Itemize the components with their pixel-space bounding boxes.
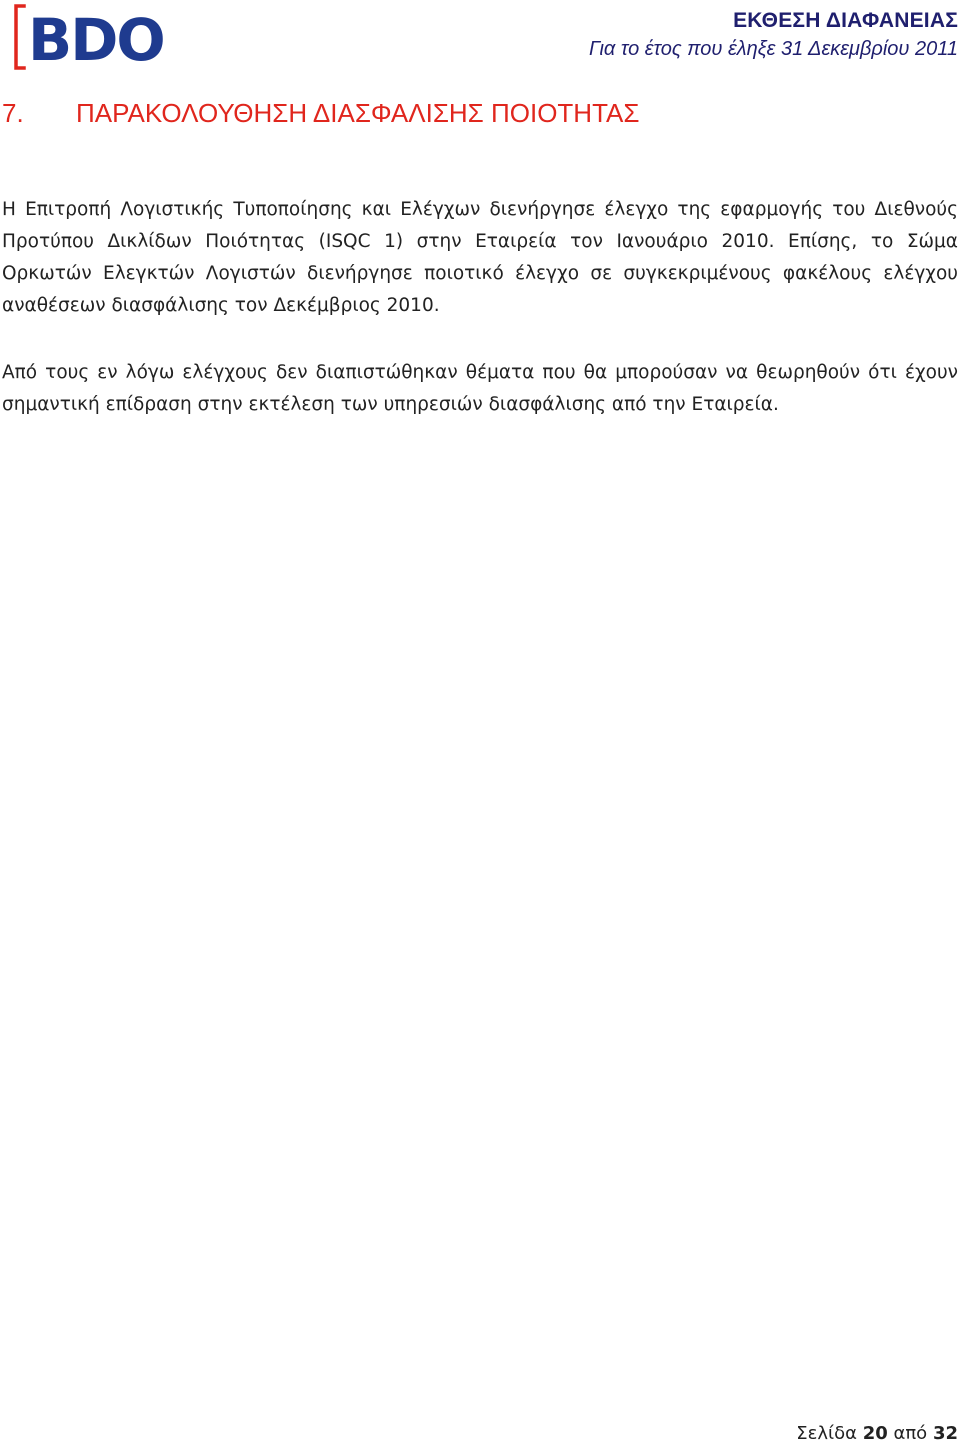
section-heading: [2, 98, 639, 129]
report-period: Για το έτος που έληξε 31 Δεκεμβρίου 2011: [589, 38, 958, 60]
section-number: 7.: [2, 98, 24, 128]
body-paragraph-2: Από τους εν λόγω ελέγχους δεν διαπιστώθηκαν θέματα που θα μπορούσαν να θεωρηθούν ότι έχουν σημαντική επίδραση στην εκτέλεση των υπηρεσιών διασφάλισης από την Εταιρεία.: [2, 362, 958, 415]
document-header: [589, 8, 958, 62]
report-title: ΕΚΘΕΣΗ ΔΙΑΦΑΝΕΙΑΣ: [733, 9, 958, 32]
bdo-logo: [14, 4, 176, 70]
page-footer: [796, 1423, 958, 1444]
page-word: Σελίδα: [796, 1423, 857, 1444]
section-title: ΠΑΡΑΚΟΛΟΥΘΗΣΗ ΔΙΑΣΦΑΛΙΣΗΣ ΠΟΙΟΤΗΤΑΣ: [76, 98, 640, 128]
svg-text:BDO: BDO: [28, 6, 164, 70]
total-pages-number: 32: [932, 1423, 958, 1444]
current-page-number: 20: [862, 1423, 888, 1444]
body-paragraph-1: Η Επιτροπή Λογιστικής Τυποποίησης και Ελέγχων διενήργησε έλεγχο της εφαρμογής του Διεθνούς Προτύπου Δικλίδων Ποιότητας (ISQC 1) στην Εταιρεία τον Ιανουάριο 2010. Επίσης, το Σώμα Ορκωτών Ελεγκτών Λογιστών διενήργησε ποιοτικό έλεγχο σε συγκεκριμένους φακέλους ελέγχου αναθέσεων διασφάλισης τον Δεκέμβριος 2010.: [2, 199, 958, 316]
of-word: από: [893, 1423, 928, 1444]
